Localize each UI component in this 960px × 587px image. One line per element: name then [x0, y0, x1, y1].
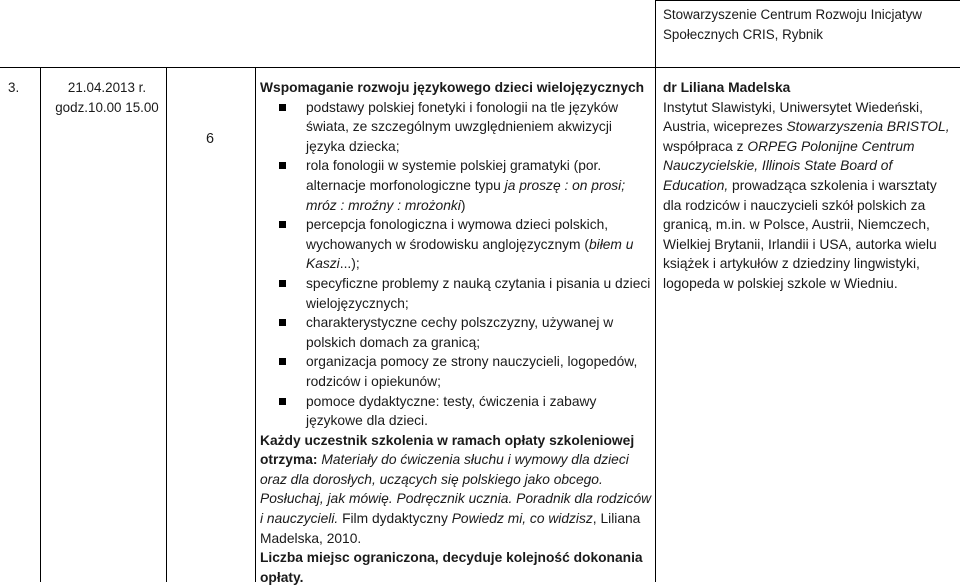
topic-bullet-list	[260, 98, 652, 431]
materials-paragraph: Każdy uczestnik szkolenia w ramach opłaty szkoleniowej otrzyma: Materiały do ćwiczenia słuchu i wymowy dla dzieci oraz dla dorosłych, uczących się polskiego jako obcego. Posłuchaj, jak mówię. Podręcznik ucznia. Poradnik dla rodziców i nauczycieli. Film dydaktyczny Powiedz mi, co widzisz, Liliana Madelska, 2010.	[260, 432, 652, 546]
list-item: pomoce dydaktyczne: testy, ćwiczenia i zabawy językowe dla dzieci.	[260, 392, 652, 431]
lecturer-bio: Instytut Slawistyki, Uniwersytet Wiedeński, Austria, wiceprezes Stowarzyszenia BRISTOL, współpraca z ORPEG Polonijne Centrum Nauczycielskie, Illinois State Board of Education, prowadząca szkolenia i warsztaty dla rodziców i nauczycieli szkół polskich za granicą, m.in. w Polsce, Austrii, Niemczech, Wielkiej Brytanii, Irlandii i USA, autorka wielu książek i artykułów z dziedziny lingwistyki, logopeda w polskiej szkole w Wiedniu.	[663, 99, 950, 291]
organizer-name: Stowarzyszenie Centrum Rozwoju Inicjatyw Społecznych CRIS, Rybnik	[663, 7, 922, 42]
topic-title: Wspomaganie rozwoju językowego dzieci wielojęzycznych	[260, 80, 645, 95]
topic-cell	[260, 78, 652, 587]
bullet-icon	[279, 221, 286, 228]
bullet-icon	[279, 319, 286, 326]
table-col-divider-1	[40, 67, 41, 582]
list-item: percepcja fonologiczna i wymowa dzieci polskich, wychowanych w środowisku anglojęzycznym (biłem u Kaszi...);	[260, 215, 652, 274]
table-col-divider-2	[166, 67, 167, 582]
limit-note: Liczba miejsc ograniczona, decyduje kolejność dokonania opłaty.	[260, 550, 643, 585]
table-border-top-right	[655, 0, 960, 1]
table-col-divider-4	[655, 67, 656, 582]
bullet-icon	[279, 398, 286, 405]
organizer-cell	[663, 5, 953, 44]
table-col-divider-3	[255, 67, 256, 582]
list-item: charakterystyczne cechy polszczyzny, używanej w polskich domach za granicą;	[260, 313, 652, 352]
lecturer-name: dr Liliana Madelska	[663, 80, 791, 95]
list-item: organizacja pomocy ze strony nauczycieli, logopedów, rodziców i opiekunów;	[260, 352, 652, 391]
list-item: rola fonologii w systemie polskiej gramatyki (por. alternacje morfonologiczne typu ja proszę : on prosi; mróz : mroźny : mrożonki)	[260, 156, 652, 215]
date: 21.04.2013 r.	[67, 80, 147, 95]
table-divider-vertical-top	[655, 0, 656, 67]
bullet-icon	[279, 280, 286, 287]
lecturer-cell	[663, 78, 955, 294]
date-cell	[47, 78, 167, 117]
row-number: 3.	[8, 80, 20, 95]
bullet-icon	[279, 162, 286, 169]
time: godz.10.00 15.00	[55, 99, 159, 115]
table-row-separator	[0, 67, 960, 68]
bullet-icon	[279, 358, 286, 365]
list-item: podstawy polskiej fonetyki i fonologii na tle języków świata, ze szczególnym uwzględnieniem akwizycji języka dziecka;	[260, 98, 652, 157]
list-item: specyficzne problemy z nauką czytania i pisania u dzieci wielojęzycznych;	[260, 274, 652, 313]
hours-count: 6	[205, 131, 214, 147]
bullet-icon	[279, 104, 286, 111]
